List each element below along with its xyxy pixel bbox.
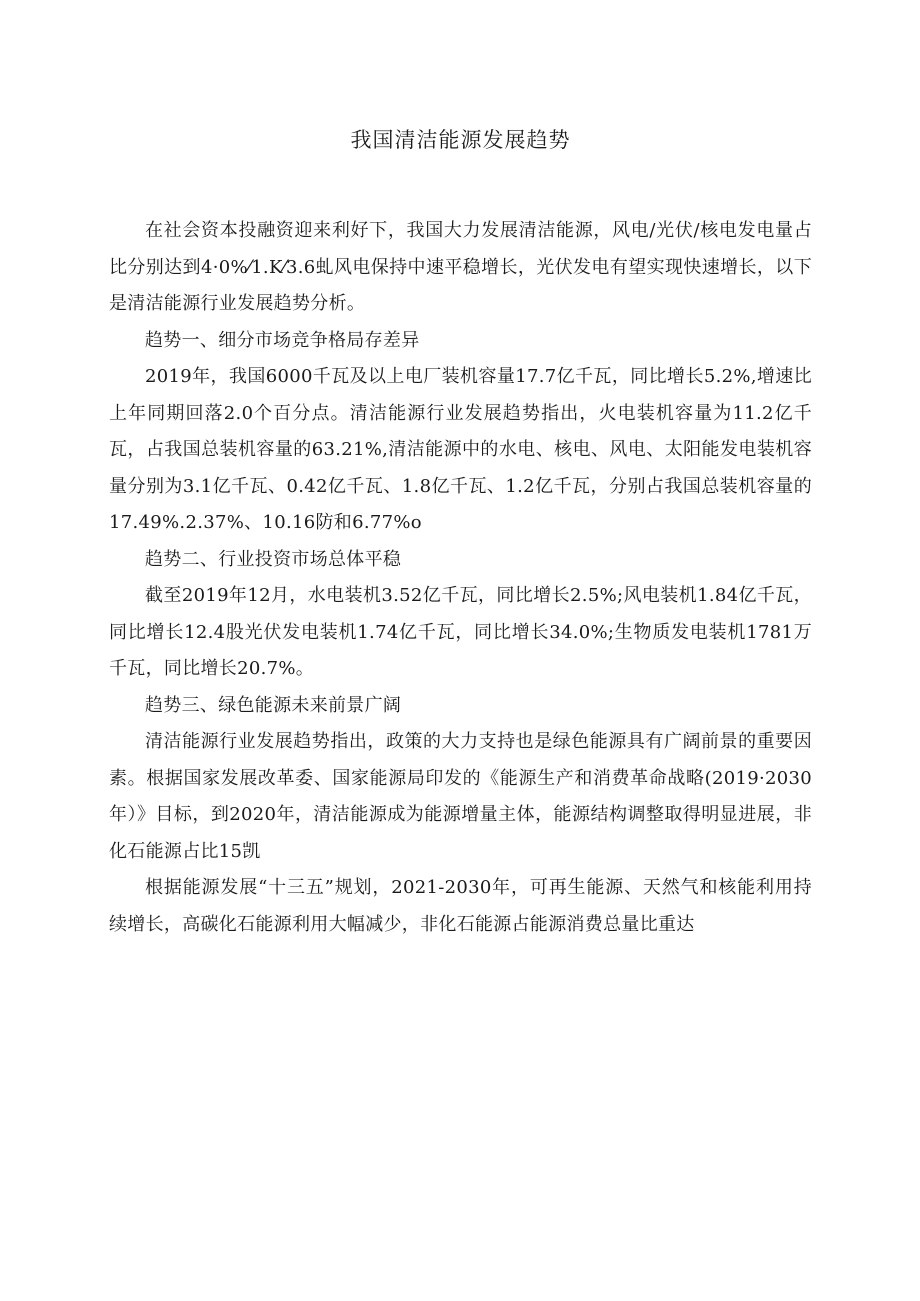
paragraph-trend-1: 2019年，我国6000千瓦及以上电厂装机容量17.7亿千瓦，同比增长5.2%,增速比上年同期回落2.0个百分点。清洁能源行业发展趋势指出，火电装机容量为11.2亿千瓦，占我国总装机容量的63.21%,清洁能源中的水电、核电、风电、太阳能发电装机容量分别为3.1亿千瓦、0.42亿千瓦、1.8亿千瓦、1.2亿千瓦，分别占我国总装机容量的17.49%.2.37%、10.16防和6.77%o (109, 366, 812, 533)
paragraph-plan: 根据能源发展“十三五”规划，2021-2030年，可再生能源、天然气和核能利用持续增长，高碳化石能源利用大幅减少，非化石能源占能源消费总量比重达 (109, 877, 812, 935)
heading-trend-1: 趋势一、细分市场竞争格局存差异 (145, 329, 420, 351)
paragraph-trend-2: 截至2019年12月，水电装机3.52亿千瓦，同比增长2.5%;风电装机1.84亿千瓦，同比增长12.4股光伏发电装机1.74亿千瓦，同比增长34.0%;生物质发电装机1781万千瓦，同比增长20.7%。 (109, 585, 812, 679)
heading-trend-2: 趋势二、行业投资市场总体平稳 (145, 548, 402, 570)
paragraph-trend-3: 清洁能源行业发展趋势指出，政策的大力支持也是绿色能源具有广阔前景的重要因素。根据国家发展改革委、国家能源局印发的《能源生产和消费革命战略(2019·2030年）》目标，到2020年，清洁能源成为能源增量主体，能源结构调整取得明显进展，非化石能源占比15凯 (109, 731, 812, 862)
document-title: 我国清洁能源发展趋势 (350, 128, 571, 152)
paragraph-intro: 在社会资本投融资迎来利好下，我国大力发展清洁能源，风电/光伏/核电发电量占比分别达到4·0%⁄1.K⁄3.6虬风电保持中速平稳增长，光伏发电有望实现快速增长，以下是清洁能源行业发展趋势分析。 (109, 220, 812, 314)
document-body (109, 213, 812, 943)
heading-trend-3: 趋势三、绿色能源未来前景广阔 (145, 694, 402, 716)
